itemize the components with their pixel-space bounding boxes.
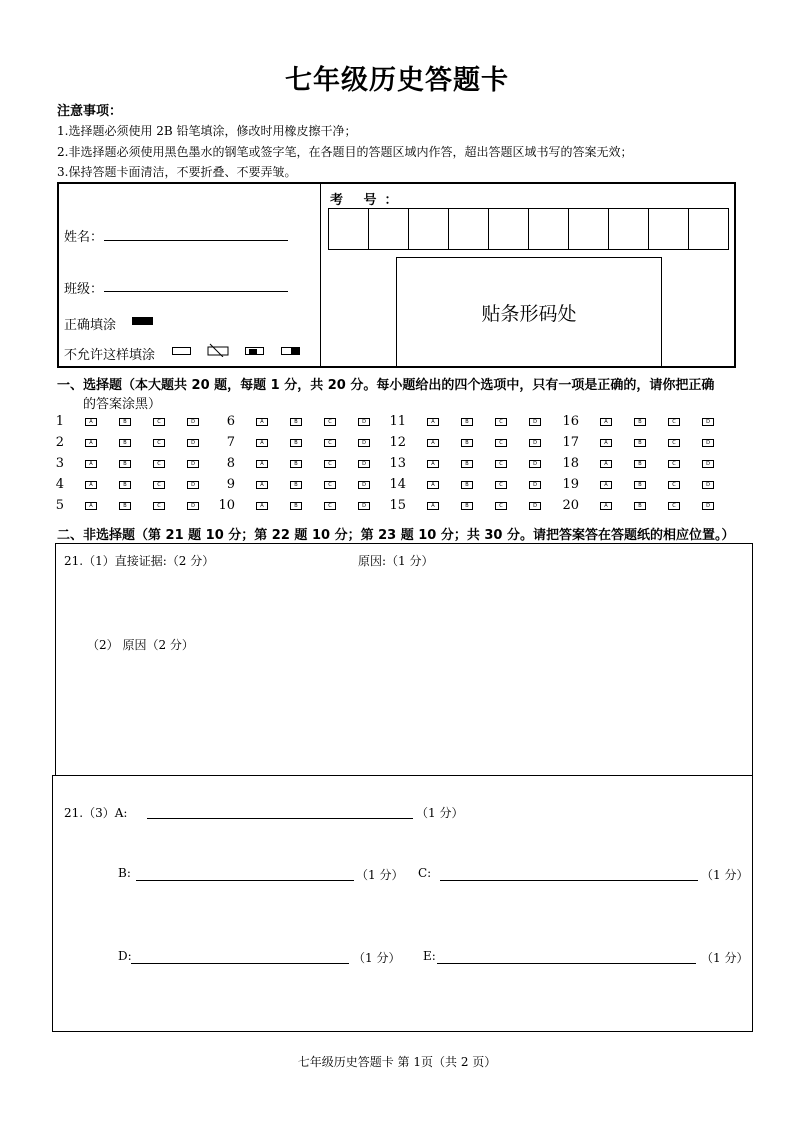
answer-bubble-c[interactable]: C	[495, 439, 507, 447]
answer-bubble-c[interactable]: C	[153, 460, 165, 468]
question-number: 17	[562, 435, 579, 450]
question-number: 1	[55, 414, 64, 429]
section1-heading: 一、选择题（本大题共 20 题，每题 1 分，共 20 分。每小题给出的四个选项中，只有一项是正确的，请你把正确	[57, 378, 715, 393]
q21-1-reason-label: 原因:（1 分）	[358, 554, 434, 568]
q21-3-d-label: D:	[118, 949, 132, 963]
q21-3-e-label: E:	[423, 949, 436, 963]
exam-digit-cell[interactable]	[689, 209, 728, 249]
exam-digit-cell[interactable]	[489, 209, 529, 249]
answer-bubble-d[interactable]: D	[187, 481, 199, 489]
notice-item-1: 1.选择题必须使用 2B 铅笔填涂，修改时用橡皮擦干净；	[57, 124, 357, 138]
answer-bubble-c[interactable]: C	[495, 502, 507, 510]
name-label: 姓名：	[64, 230, 104, 245]
answer-bubble-a[interactable]: A	[600, 439, 612, 447]
question-number: 5	[55, 498, 64, 513]
answer-bubble-c[interactable]: C	[153, 439, 165, 447]
q21-3-d-points: （1 分）	[353, 951, 401, 965]
class-label: 班级：	[64, 282, 104, 297]
answer-bubble-d[interactable]: D	[187, 418, 199, 426]
q21-2-label: （2） 原因（2 分）	[87, 638, 194, 652]
answer-bubble-b[interactable]: B	[461, 439, 473, 447]
wrong-fill-label: 不允许这样填涂	[64, 348, 156, 363]
answer-bubble-c[interactable]: C	[668, 418, 680, 426]
question-number: 13	[389, 456, 406, 471]
q21-3-e-points: （1 分）	[701, 951, 749, 965]
answer-bubble-b[interactable]: B	[461, 460, 473, 468]
answer-bubble-d[interactable]: D	[358, 460, 370, 468]
answer-bubble-a[interactable]: A	[600, 460, 612, 468]
answer-bubble-a[interactable]: A	[600, 502, 612, 510]
answer-bubble-d[interactable]: D	[358, 481, 370, 489]
answer-bubble-b[interactable]: B	[634, 418, 646, 426]
answer-bubble-a[interactable]: A	[85, 481, 97, 489]
answer-bubble-a[interactable]: A	[600, 418, 612, 426]
exam-number-label: 考 号：	[330, 193, 406, 208]
answer-bubble-b[interactable]: B	[119, 439, 131, 447]
question-number: 18	[562, 456, 579, 471]
answer-bubble-d[interactable]: D	[187, 502, 199, 510]
answer-bubble-d[interactable]: D	[702, 481, 714, 489]
answer-bubble-c[interactable]: C	[153, 502, 165, 510]
answer-bubble-d[interactable]: D	[529, 439, 541, 447]
answer-bubble-a[interactable]: A	[600, 481, 612, 489]
answer-bubble-b[interactable]: B	[461, 502, 473, 510]
answer-bubble-c[interactable]: C	[668, 502, 680, 510]
barcode-label: 贴条形码处	[481, 302, 577, 325]
section2-heading: 二、非选择题（第 21 题 10 分；第 22 题 10 分；第 23 题 10 分；共 30 分。请把答案答在答题纸的相应位置。）	[57, 528, 735, 543]
question-number: 14	[389, 477, 406, 492]
question-number: 11	[389, 414, 406, 429]
exam-number-grid[interactable]	[328, 208, 729, 250]
exam-digit-cell[interactable]	[369, 209, 409, 249]
answer-bubble-b[interactable]: B	[290, 502, 302, 510]
answer-bubble-b[interactable]: B	[119, 460, 131, 468]
notice-item-2: 2.非选择题必须使用黑色墨水的钢笔或签字笔，在各题目的答题区域内作答，超出答题区域书写的答案无效；	[57, 145, 633, 159]
answer-bubble-a[interactable]: A	[85, 460, 97, 468]
section1-heading-cont: 的答案涂黑）	[83, 397, 162, 412]
answer-bubble-d[interactable]: D	[358, 439, 370, 447]
question-number: 2	[55, 435, 64, 450]
question-number: 7	[226, 435, 235, 450]
answer-bubble-a[interactable]: A	[256, 481, 268, 489]
wrong-fill-empty	[172, 347, 191, 355]
answer-bubble-b[interactable]: B	[290, 481, 302, 489]
question-number: 15	[389, 498, 406, 513]
name-input-line[interactable]	[104, 240, 288, 241]
answer-bubble-a[interactable]: A	[85, 502, 97, 510]
answer-box-21-part1[interactable]	[55, 543, 753, 776]
question-number: 10	[218, 498, 235, 513]
answer-bubble-b[interactable]: B	[119, 481, 131, 489]
answer-bubble-b[interactable]: B	[290, 460, 302, 468]
q21-3-a-line[interactable]	[147, 818, 413, 819]
answer-bubble-c[interactable]: C	[668, 439, 680, 447]
question-number: 12	[389, 435, 406, 450]
answer-bubble-c[interactable]: C	[153, 481, 165, 489]
exam-digit-cell[interactable]	[449, 209, 489, 249]
question-number: 4	[55, 477, 64, 492]
answer-bubble-b[interactable]: B	[634, 439, 646, 447]
question-number: 9	[226, 477, 235, 492]
q21-3-c-points: （1 分）	[701, 868, 749, 882]
question-number: 8	[226, 456, 235, 471]
answer-bubble-c[interactable]: C	[324, 418, 336, 426]
answer-bubble-a[interactable]: A	[85, 439, 97, 447]
barcode-area	[396, 257, 662, 367]
wrong-fill-partial	[245, 347, 264, 355]
exam-digit-cell[interactable]	[409, 209, 449, 249]
page-footer: 七年级历史答题卡 第 1页（共 2 页）	[297, 1055, 497, 1069]
class-input-line[interactable]	[104, 291, 288, 292]
answer-bubble-d[interactable]: D	[358, 502, 370, 510]
answer-bubble-a[interactable]: A	[85, 418, 97, 426]
answer-bubble-a[interactable]: A	[427, 481, 439, 489]
answer-bubble-c[interactable]: C	[495, 481, 507, 489]
answer-bubble-d[interactable]: D	[529, 418, 541, 426]
answer-bubble-d[interactable]: D	[702, 460, 714, 468]
notice-item-3: 3.保持答题卡面清洁，不要折叠、不要弄皱。	[57, 165, 297, 179]
answer-bubble-b[interactable]: B	[461, 481, 473, 489]
answer-bubble-b[interactable]: B	[290, 418, 302, 426]
answer-bubble-d[interactable]: D	[187, 460, 199, 468]
correct-fill-label: 正确填涂	[64, 318, 117, 333]
wrong-fill-slash	[206, 343, 232, 357]
answer-bubble-d[interactable]: D	[529, 481, 541, 489]
answer-bubble-d[interactable]: D	[187, 439, 199, 447]
question-number: 16	[562, 414, 579, 429]
q21-3-a-points: （1 分）	[416, 806, 464, 820]
answer-bubble-c[interactable]: C	[495, 418, 507, 426]
question-number: 3	[55, 456, 64, 471]
q21-3-e-line[interactable]	[437, 963, 696, 964]
exam-digit-cell[interactable]	[569, 209, 609, 249]
answer-bubble-d[interactable]: D	[529, 502, 541, 510]
answer-bubble-c[interactable]: C	[668, 481, 680, 489]
notice-heading: 注意事项：	[57, 104, 123, 119]
answer-bubble-d[interactable]: D	[702, 418, 714, 426]
q21-3-b-points: （1 分）	[356, 868, 404, 882]
answer-bubble-b[interactable]: B	[634, 502, 646, 510]
answer-bubble-a[interactable]: A	[427, 502, 439, 510]
wrong-fill-half	[281, 347, 300, 355]
q21-1-label: 21.（1）直接证据:（2 分）	[64, 554, 215, 568]
answer-bubble-c[interactable]: C	[495, 460, 507, 468]
answer-bubble-b[interactable]: B	[119, 418, 131, 426]
answer-bubble-b[interactable]: B	[119, 502, 131, 510]
answer-bubble-a[interactable]: A	[256, 439, 268, 447]
answer-bubble-d[interactable]: D	[702, 439, 714, 447]
answer-bubble-c[interactable]: C	[668, 460, 680, 468]
correct-fill-example	[132, 317, 153, 325]
q21-3-d-line[interactable]	[131, 963, 349, 964]
answer-bubble-c[interactable]: C	[324, 439, 336, 447]
answer-bubble-d[interactable]: D	[529, 460, 541, 468]
answer-bubble-c[interactable]: C	[324, 502, 336, 510]
q21-3-b-line[interactable]	[136, 880, 354, 881]
info-divider	[320, 182, 321, 368]
answer-bubble-b[interactable]: B	[634, 481, 646, 489]
page-title: 七年级历史答题卡	[285, 65, 509, 96]
exam-digit-cell[interactable]	[329, 209, 369, 249]
exam-digit-cell[interactable]	[529, 209, 569, 249]
question-number: 20	[562, 498, 579, 513]
answer-bubble-a[interactable]: A	[427, 418, 439, 426]
question-number: 19	[562, 477, 579, 492]
answer-bubble-d[interactable]: D	[358, 418, 370, 426]
q21-3-label: 21.（3）A:	[64, 806, 128, 820]
answer-bubble-a[interactable]: A	[427, 460, 439, 468]
exam-digit-cell[interactable]	[649, 209, 689, 249]
answer-bubble-b[interactable]: B	[634, 460, 646, 468]
q21-3-c-label: C:	[418, 866, 432, 880]
answer-bubble-c[interactable]: C	[324, 481, 336, 489]
answer-bubble-c[interactable]: C	[324, 460, 336, 468]
answer-bubble-c[interactable]: C	[153, 418, 165, 426]
answer-bubble-b[interactable]: B	[290, 439, 302, 447]
exam-digit-cell[interactable]	[609, 209, 649, 249]
answer-bubble-a[interactable]: A	[427, 439, 439, 447]
answer-box-21-part3[interactable]	[52, 775, 753, 1032]
answer-bubble-b[interactable]: B	[461, 418, 473, 426]
q21-3-c-line[interactable]	[440, 880, 698, 881]
q21-3-b-label: B:	[118, 866, 131, 880]
answer-bubble-a[interactable]: A	[256, 502, 268, 510]
answer-bubble-a[interactable]: A	[256, 460, 268, 468]
question-number: 6	[226, 414, 235, 429]
answer-bubble-d[interactable]: D	[702, 502, 714, 510]
answer-bubble-a[interactable]: A	[256, 418, 268, 426]
